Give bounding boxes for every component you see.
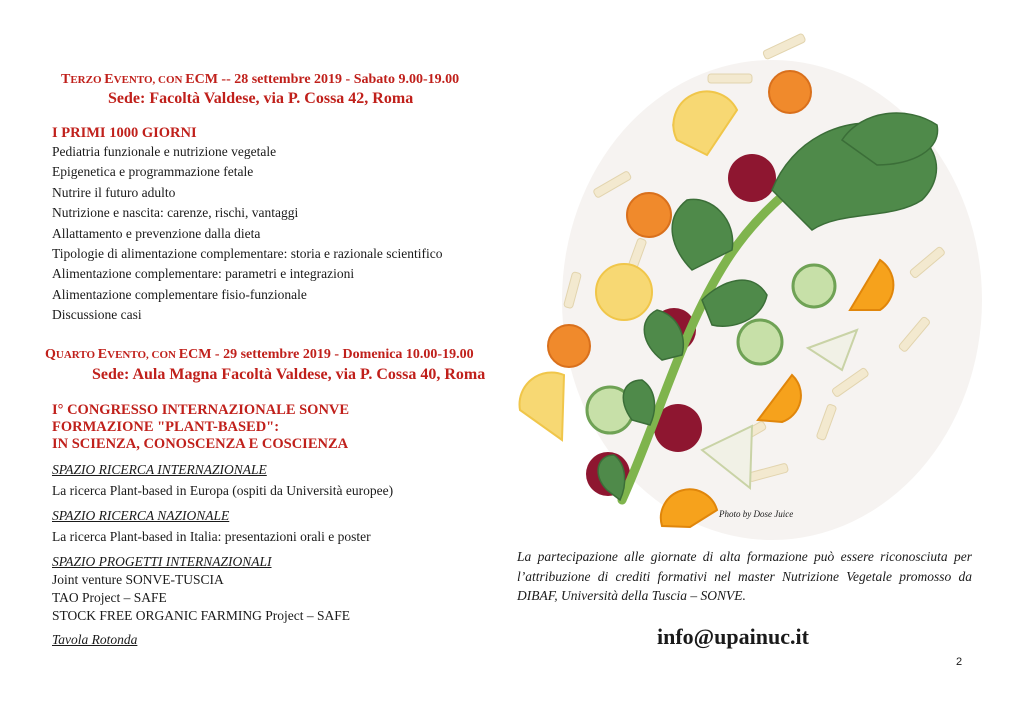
section-line: TAO Project – SAFE (52, 590, 167, 605)
section-line: STOCK FREE ORGANIC FARMING Project – SAFE (52, 608, 351, 623)
contact-email-link[interactable]: info@upainuc.it (657, 624, 809, 649)
event3-heading: TERZO EVENTO, CON ECM -- 28 settembre 2019 - Sabato 9.00-19.00 (61, 72, 460, 87)
list-item: Epigenetica e programmazione fetale (52, 164, 254, 180)
list-item: Discussione casi (52, 307, 142, 323)
event4-venue: Sede: Aula Magna Facoltà Valdese, via P. Cossa 40, Roma (92, 366, 486, 383)
list-item: Alimentazione complementare fisio-funzionale (52, 286, 307, 302)
title-line: FORMAZIONE "PLANT-BASED": (52, 419, 280, 435)
list-item: Nutrire il futuro adulto (52, 184, 176, 200)
list-item: Tipologie di alimentazione complementare: storia e razionale scientifico (52, 246, 443, 262)
list-item: Pediatria funzionale e nutrizione vegetale (52, 144, 277, 159)
stick (708, 74, 752, 83)
section-heading-international-research: SPAZIO RICERCA INTERNAZIONALE (52, 462, 267, 477)
list-item: Alimentazione complementare: parametri e integrazioni (52, 266, 355, 282)
event3-program-list (52, 142, 443, 326)
title-line: I° CONGRESSO INTERNAZIONALE SONVE (52, 402, 350, 418)
event4-title (52, 402, 349, 453)
list-item: Allattamento e prevenzione dalla dieta (52, 225, 261, 241)
accreditation-note: La partecipazione alle giornate di alta formazione può essere riconosciuta per l’attribuzione di crediti formativi nel master Nutrizione Vegetale promosso da DIBAF, Università della Tuscia – SONVE. (517, 549, 972, 603)
round-table-label: Tavola Rotonda (52, 632, 138, 647)
section-line: La ricerca Plant-based in Europa (ospiti da Università europee) (52, 483, 394, 498)
event3-venue: Sede: Facoltà Valdese, via P. Cossa 42, Roma (108, 90, 414, 107)
stick (762, 33, 806, 60)
page-number: 2 (956, 656, 963, 668)
event3-title: I PRIMI 1000 GIORNI (52, 125, 197, 141)
title-line: IN SCIENZA, CONOSCENZA E COSCIENZA (52, 436, 349, 452)
photo-credit: Photo by Dose Juice (719, 509, 794, 519)
section-line: La ricerca Plant-based in Italia: presentazioni orali e poster (52, 529, 371, 544)
vegetables-photo (512, 30, 982, 550)
section-line: Joint venture SONVE-TUSCIA (52, 572, 224, 587)
list-item: Nutrizione e nascita: carenze, rischi, vantaggi (52, 205, 299, 221)
section-heading-national-research: SPAZIO RICERCA NAZIONALE (52, 508, 230, 523)
event4-heading: QUARTO EVENTO, CON ECM - 29 settembre 2019 - Domenica 10.00-19.00 (45, 347, 474, 362)
section-heading-international-projects: SPAZIO PROGETTI INTERNAZIONALI (52, 554, 272, 569)
